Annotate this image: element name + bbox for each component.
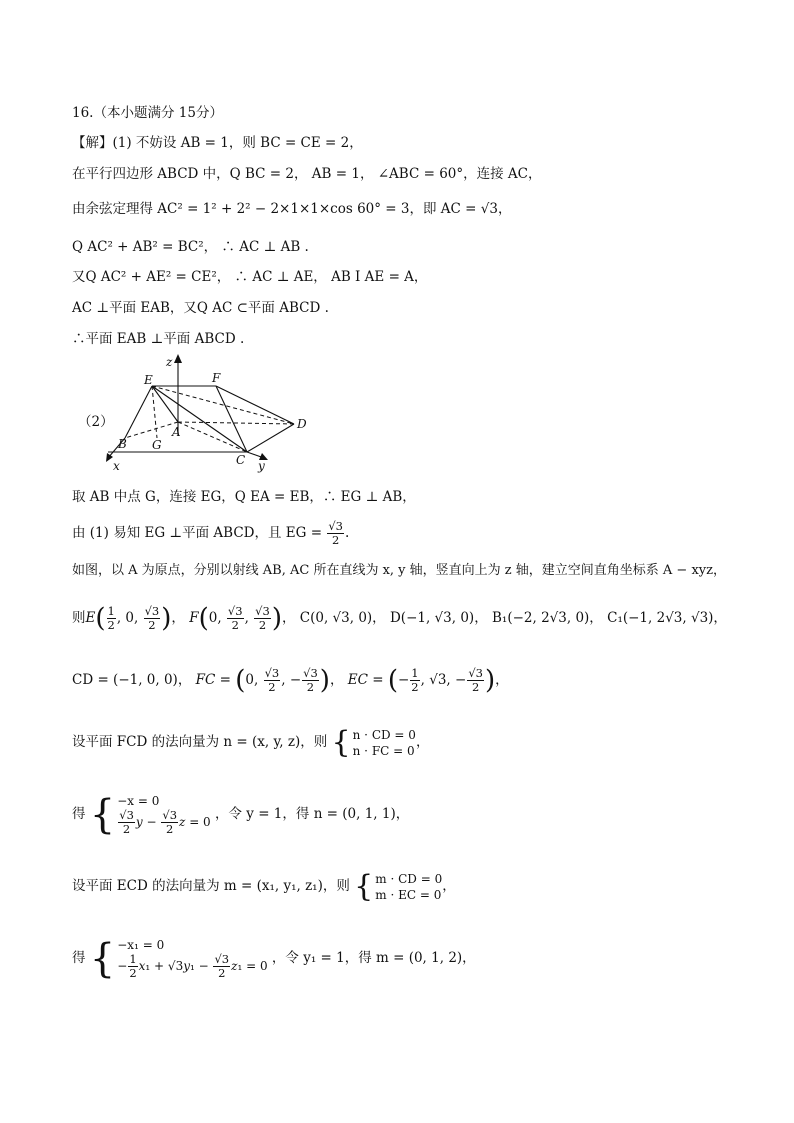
vector-cd: CD = (−1, 0, 0)， (72, 672, 192, 688)
point-d: D(−1, √3, 0)， (389, 610, 488, 626)
part1-line1 (72, 134, 363, 152)
label-x: x (113, 459, 120, 473)
normal1-line: 设平面 FCD 的法向量为 n = (x, y, z)，则 { n · CD = 0 n · FC = 0 ， (72, 724, 430, 760)
edge-ad (178, 422, 294, 424)
solution-tag: 【解】 (72, 135, 113, 151)
vector-ec-name: EC (347, 672, 368, 688)
part1-line6: AC ⊥平面 EAB，又Q AC ⊂平面 ABCD . (72, 300, 329, 316)
edge-eg (152, 386, 157, 438)
part1-line3 (72, 200, 511, 218)
point-e: E (85, 610, 96, 626)
label-b: B (118, 437, 127, 451)
comma: ， (497, 201, 512, 217)
point-c: C(0, √3, 0)， (299, 610, 386, 626)
label-e: E (144, 373, 153, 387)
edge-ab (125, 422, 178, 438)
point-c1: C₁(−1, 2√3, √3)， (607, 610, 727, 626)
z-arrow (174, 354, 182, 363)
part1-intro: (1) 不妨设 AB = 1，则 BC = CE = 2， (112, 135, 363, 151)
x-arrow (106, 453, 113, 462)
coords-line: 则E( $\frac{1}{2}$ , 0, $\frac{√3}{2}$ )， F(0, $\frac{√3}{2}$ , $\frac{√3}{2}$ )， C(0, √3, 0)， D(−1, √3, 0)， B₁(−2, 2√3, 0)， C₁(−1, 2√3, √3)， (72, 603, 727, 634)
label-c: C (236, 453, 246, 467)
vector-fc-name: FC (195, 672, 216, 688)
edge-fc (216, 386, 247, 452)
eg-fraction: $\frac{√3}{2}$ (328, 519, 343, 547)
part2-line1: 取 AB 中点 G，连接 EG，Q EA = EB，∴ EG ⊥ AB， (72, 489, 416, 505)
normal2-line: 设平面 ECD 的法向量为 m = (x₁, y₁, z₁)，则 { m · CD = 0 m · EC = 0 ， (72, 868, 456, 904)
label-a: A (172, 425, 181, 439)
part2-line3: 如图，以 A 为原点，分别以射线 AB, AC 所在直线为 x, y 轴，竖直向上为 z 轴，建立空间直角坐标系 A − xyz， (72, 563, 726, 578)
label-g: G (152, 438, 162, 452)
vectors-line: CD = (−1, 0, 0)， FC = (0, $\frac{√3}{2}$ , − $\frac{√3}{2}$ )， EC = (− $\frac{1}{2}$ , √3, − $\frac{√3}{2}$ )， (72, 665, 509, 696)
part1-line7: ∴平面 EAB ⊥平面 ABCD . (72, 331, 245, 347)
part1-line4: Q AC² + AB² = BC²， ∴ AC ⊥ AB . (72, 239, 309, 255)
part1-line5: 又Q AC² + AE² = CE²， ∴ AC ⊥ AE， AB I AE = A， (72, 269, 428, 285)
edge-eb (125, 386, 152, 438)
geometry-figure (72, 352, 332, 476)
label-z: z (166, 355, 173, 369)
solve2-line: 得 { −x₁ = 0 − $\frac{1}{2}$ x₁ + √3y₁ − $\frac{√3}{2}$ z₁ = 0 ，令 y₁ = 1，得 m = (0, 1, 2)， (72, 935, 476, 982)
part2-line2: 由 (1) 易知 EG ⊥平面 ABCD，且 EG = $\frac{√3}{2}$ . (72, 519, 350, 547)
edge-fd (216, 386, 294, 424)
edge-cd (247, 424, 294, 452)
edge-ec (152, 386, 247, 452)
problem-title: 16.（本小题满分 15分） (72, 105, 223, 121)
point-b1: B₁(−2, 2√3, 0)， (492, 610, 603, 626)
part1-line2: 在平行四边形 ABCD 中，Q BC = 2， AB = 1， ∠ABC = 60°，连接 AC， (72, 166, 542, 182)
part2-label: （2） (78, 414, 114, 430)
solve1-line: 得 { −x = 0 $\frac{√3}{2}$ y − $\frac{√3}{2}$ z = 0 ，令 y = 1，得 n = (0, 1, 1)， (72, 791, 410, 838)
eg-text: 由 (1) 易知 EG ⊥平面 ABCD，且 EG = (72, 525, 327, 541)
label-f: F (212, 371, 221, 385)
edge-ac (178, 422, 247, 452)
label-y: y (258, 459, 265, 473)
cosine-law-text: 由余弦定理得 AC² = 1² + 2² − 2×1×1×cos 60° = 3，即 AC = (72, 201, 481, 217)
sqrt3-value: √3 (480, 201, 498, 217)
point-f: F (189, 610, 199, 626)
label-d: D (297, 417, 307, 431)
edge-ed (152, 386, 294, 424)
